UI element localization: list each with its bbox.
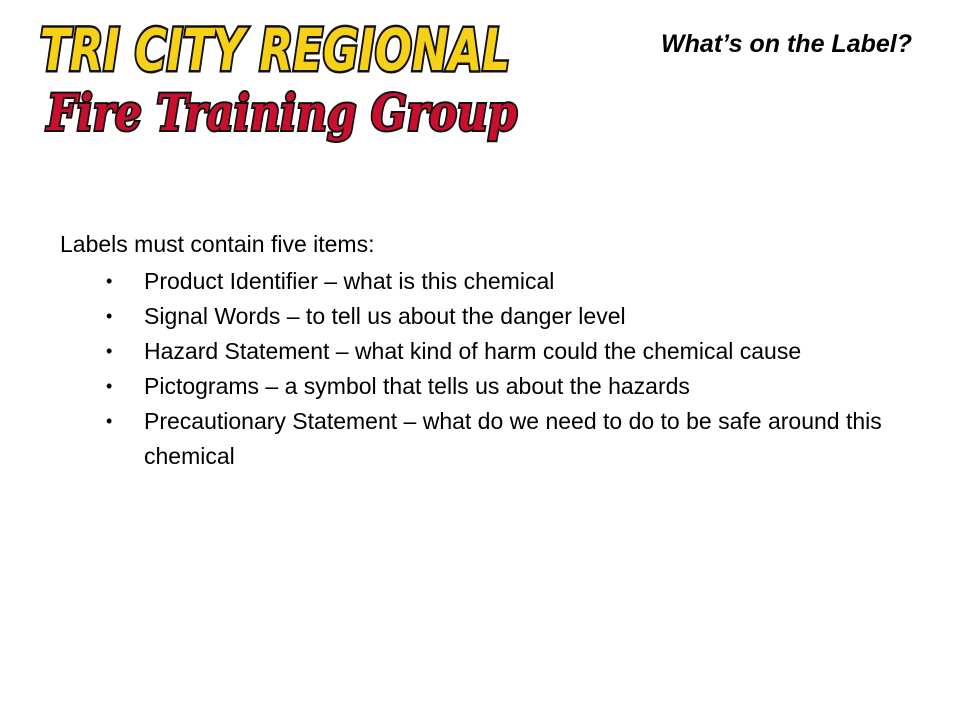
list-item-text: Hazard Statement – what kind of harm could the chemical cause	[144, 338, 802, 364]
list-item-text: Product Identifier – what is this chemical	[144, 268, 555, 294]
logo-line-2: Fire Training Group	[45, 83, 518, 142]
list-item	[60, 404, 890, 474]
list-item	[60, 264, 890, 299]
bullet-icon: •	[106, 306, 113, 326]
list-item-text: Signal Words – to tell us about the danger level	[144, 303, 626, 329]
label-items-list	[60, 264, 890, 474]
list-item-text: Pictograms – a symbol that tells us about the hazards	[144, 373, 690, 399]
bullet-icon: •	[106, 376, 113, 396]
intro-text: Labels must contain five items:	[60, 231, 375, 257]
bullet-icon: •	[106, 341, 113, 361]
list-item	[60, 369, 890, 404]
list-item-text: Precautionary Statement – what do we need to do to be safe around this chemical	[144, 408, 882, 469]
logo-line-1: TRI CITY REGIONAL	[40, 16, 510, 84]
list-item	[60, 334, 890, 369]
tri-city-regional-logo	[20, 8, 530, 158]
bullet-icon: •	[106, 411, 113, 431]
list-item	[60, 299, 890, 334]
slide-body	[60, 226, 890, 474]
slide-title: What’s on the Label?	[661, 30, 912, 58]
bullet-icon: •	[106, 271, 113, 291]
